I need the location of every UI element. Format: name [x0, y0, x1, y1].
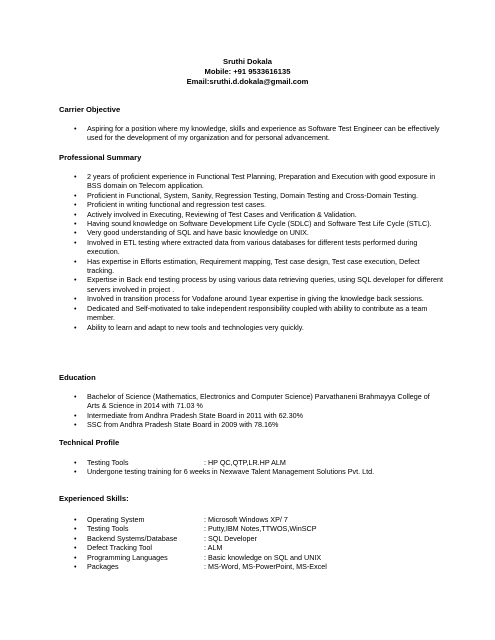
list-item: • Bachelor of Science (Mathematics, Electronics and Computer Science) Parvathaneni Brahmayya College of Arts & Science in 2014 with 71.03 % — [59, 392, 444, 411]
list-item: • Aspiring for a position where my knowledge, skills and experience as Software Test Engineer can be effectively used for the development of my organization and for personal advancement. — [59, 124, 444, 143]
skill-value: : Basic knowledge on SQL and UNIX — [204, 552, 322, 562]
list-item: • SSC from Andhra Pradesh State Board in 2009 with 78.16% — [59, 420, 444, 429]
technical-profile-list — [59, 458, 444, 477]
list-item: • Involved in ETL testing where extracted data from various databases for different tests performed during execution. — [59, 238, 444, 257]
list-item: • Dedicated and Self-motivated to take independent responsibility coupled with ability to contribute as a team member. — [59, 304, 444, 323]
list-item: • Ability to learn and adapt to new tools and technologies very quickly. — [59, 323, 444, 332]
skill-value: : Microsoft Windows XP/ 7 — [204, 515, 288, 524]
list-item — [59, 543, 444, 552]
list-item: • Has expertise in Efforts estimation, Requirement mapping, Test case design, Test case execution, Defect tracking. — [59, 257, 444, 276]
skill-key: Testing Tools — [87, 458, 129, 467]
education-heading: Education — [59, 373, 96, 382]
skill-value: : HP QC,QTP,LR.HP ALM — [204, 458, 286, 467]
list-item — [59, 562, 444, 571]
list-item: • Undergone testing training for 6 weeks in Nexwave Talent Management Solutions Pvt. Ltd. — [59, 467, 444, 476]
list-item — [59, 515, 444, 524]
skill-value: : Putty,IBM Notes,TTWOS,WinSCP — [204, 524, 317, 534]
candidate-email: Email:sruthi.d.dokala@gmail.com — [186, 77, 309, 86]
skill-key: Defect Tracking Tool — [87, 543, 152, 553]
list-item: • Very good understanding of SQL and have basic knowledge on UNIX. — [59, 228, 444, 237]
list-item — [59, 524, 444, 533]
career-objective-list — [59, 124, 444, 143]
skill-value: : MS-Word, MS-PowerPoint, MS-Excel — [204, 562, 327, 572]
skill-value: : ALM — [204, 543, 223, 553]
experienced-skills-list — [59, 515, 444, 571]
list-item: • Having sound knowledge on Software Development Life Cycle (SDLC) and Software Test Life Cycle (STLC). — [59, 219, 444, 228]
skill-key: Testing Tools — [87, 524, 129, 534]
list-item — [59, 458, 444, 467]
list-item: • 2 years of proficient experience in Functional Test Planning, Preparation and Execution with good exposure in BSS domain on Telecom application. — [59, 172, 444, 191]
list-item — [59, 553, 444, 562]
list-item: • Proficient in writing functional and regression test cases. — [59, 200, 444, 209]
list-item — [59, 534, 444, 543]
list-item: • Involved in transition process for Vodafone around 1year expertise in giving the knowledge back sessions. — [59, 294, 444, 303]
experienced-skills-heading: Experienced Skills: — [59, 494, 129, 503]
skill-key: Packages — [87, 562, 119, 572]
list-item: • Proficient in Functional, System, Sanity, Regression Testing, Domain Testing and Cross-Domain Testing. — [59, 191, 444, 200]
professional-summary-list — [59, 172, 444, 332]
skill-key: Operating System — [87, 515, 145, 524]
candidate-mobile: Mobile: +91 9533616135 — [204, 67, 291, 76]
skill-key: Backend Systems/Database — [87, 533, 178, 543]
list-item: • Expertise in Back end testing process by using various data retrieving queries, using SQL developer for different servers involved in project . — [59, 275, 444, 294]
education-list — [59, 392, 444, 430]
technical-profile-heading: Technical Profile — [59, 438, 120, 447]
skill-key: Programming Languages — [87, 552, 168, 562]
skill-value: : SQL Developer — [204, 533, 257, 543]
professional-summary-heading: Professional Summary — [59, 153, 142, 162]
candidate-name: Sruthi Dokala — [223, 57, 272, 66]
list-item: • Actively involved in Executing, Reviewing of Test Cases and Verification & Validation. — [59, 210, 444, 219]
resume-header — [0, 57, 495, 87]
career-objective-heading: Carrier Objective — [59, 105, 121, 114]
list-item: • Intermediate from Andhra Pradesh State Board in 2011 with 62.30% — [59, 411, 444, 420]
